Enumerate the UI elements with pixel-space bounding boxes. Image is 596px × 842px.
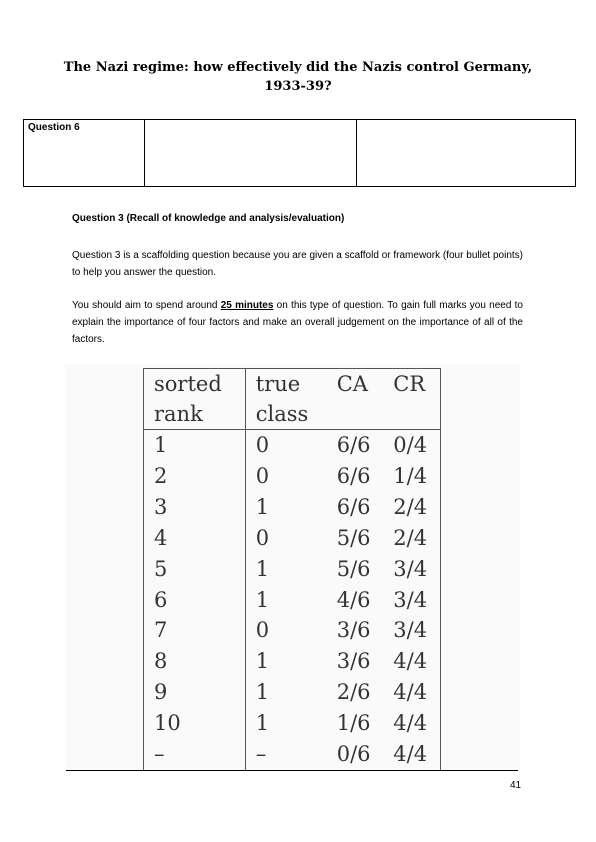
- table-row: [144, 585, 441, 616]
- column-header: [327, 369, 384, 430]
- paragraph-text: You should aim to spend around: [72, 300, 221, 311]
- table-cell: 1: [255, 680, 270, 705]
- table-cell: 4/4: [383, 677, 440, 708]
- table-row: [144, 677, 441, 708]
- divider: [66, 770, 518, 771]
- column-header-line: [337, 399, 384, 429]
- table-row: [144, 461, 441, 492]
- table-cell: 3: [144, 492, 246, 523]
- table-row: [144, 554, 441, 585]
- question-table: [23, 119, 576, 187]
- table-cell: 1: [255, 494, 270, 519]
- table-cell: 4/4: [383, 739, 440, 770]
- table-cell: 3/4: [383, 554, 440, 585]
- table-cell: 4/6: [336, 587, 371, 612]
- question-cell-blank: [357, 120, 576, 187]
- column-header-line: CR: [393, 372, 426, 396]
- table-cell: 1: [144, 430, 246, 461]
- table-cell: 3/4: [383, 585, 440, 616]
- table-cell: 8: [144, 646, 246, 677]
- table-cell: 0: [255, 433, 270, 457]
- table-cell: 1/6: [336, 711, 371, 736]
- paragraph-text: on this type of question. To gain full marks you need to explain the importance of four factors and make an overall judgement on the importance of all of the factors.: [72, 300, 523, 345]
- table-cell: 3/6: [336, 618, 371, 643]
- paragraph-scaffolding: Question 3 is a scaffolding question because you are given a scaffold or framework (four bullet points) to help you answer the question.: [72, 250, 523, 278]
- column-header: [383, 369, 440, 430]
- table-cell: 5/6: [336, 525, 371, 550]
- table-cell: –: [255, 742, 267, 767]
- table-row: [144, 492, 441, 523]
- table-cell: 4: [144, 523, 246, 554]
- column-header-line: class: [255, 402, 309, 426]
- table-cell: 5/6: [336, 556, 371, 581]
- table-cell: 4/4: [383, 646, 440, 677]
- column-header: [245, 369, 326, 430]
- column-header-line: true: [255, 372, 301, 396]
- table-cell: 3/4: [383, 615, 440, 646]
- table-row: [144, 523, 441, 554]
- table-cell: 7: [144, 615, 246, 646]
- question-cell-blank: [145, 120, 357, 187]
- page-title: The Nazi regime: how effectively did the Nazis control Germany, 1933-39?: [63, 60, 533, 94]
- table-cell: 9: [144, 677, 246, 708]
- column-header-line: rank: [154, 402, 203, 426]
- table-cell: 0: [255, 618, 270, 643]
- table-row: [144, 430, 441, 461]
- table-cell: 0/6: [336, 742, 371, 767]
- table-header-row: [144, 369, 441, 430]
- table-cell: 1: [255, 556, 270, 581]
- question-label: Question 6: [24, 120, 145, 187]
- table-cell: 4/4: [383, 708, 440, 739]
- table-cell: 5: [144, 554, 246, 585]
- emphasis-time: 25 minutes: [220, 300, 274, 311]
- paragraph-timing: [72, 297, 523, 348]
- table-cell: 2/4: [383, 492, 440, 523]
- table-cell: 2/4: [383, 523, 440, 554]
- table-cell: 6/6: [336, 494, 371, 519]
- table-row: [144, 646, 441, 677]
- table-cell: 1: [255, 587, 270, 612]
- table-cell: 2/6: [336, 680, 371, 705]
- column-header-line: [393, 399, 440, 429]
- table-cell: –: [144, 739, 246, 770]
- table-cell: 1/4: [383, 461, 440, 492]
- table-cell: 3/6: [336, 649, 371, 674]
- table-cell: 10: [144, 708, 246, 739]
- column-header-line: sorted: [154, 372, 222, 396]
- section-heading: Question 3 (Recall of knowledge and analysis/evaluation): [72, 213, 345, 224]
- ranking-table: [143, 368, 441, 770]
- table-cell: 6/6: [336, 433, 371, 457]
- table-row: [144, 615, 441, 646]
- table-row: [144, 708, 441, 739]
- table-cell: 0/4: [383, 430, 440, 461]
- page-number: 41: [510, 780, 522, 791]
- table-cell: 2: [144, 461, 246, 492]
- column-header: [144, 369, 246, 430]
- table-cell: 6: [144, 585, 246, 616]
- table-cell: 0: [255, 463, 270, 488]
- table-cell: 0: [255, 525, 270, 550]
- table-cell: 6/6: [336, 463, 371, 488]
- table-row: [144, 739, 441, 770]
- column-header-line: CA: [336, 372, 368, 396]
- table-cell: 1: [255, 649, 270, 674]
- table-cell: 1: [255, 711, 270, 736]
